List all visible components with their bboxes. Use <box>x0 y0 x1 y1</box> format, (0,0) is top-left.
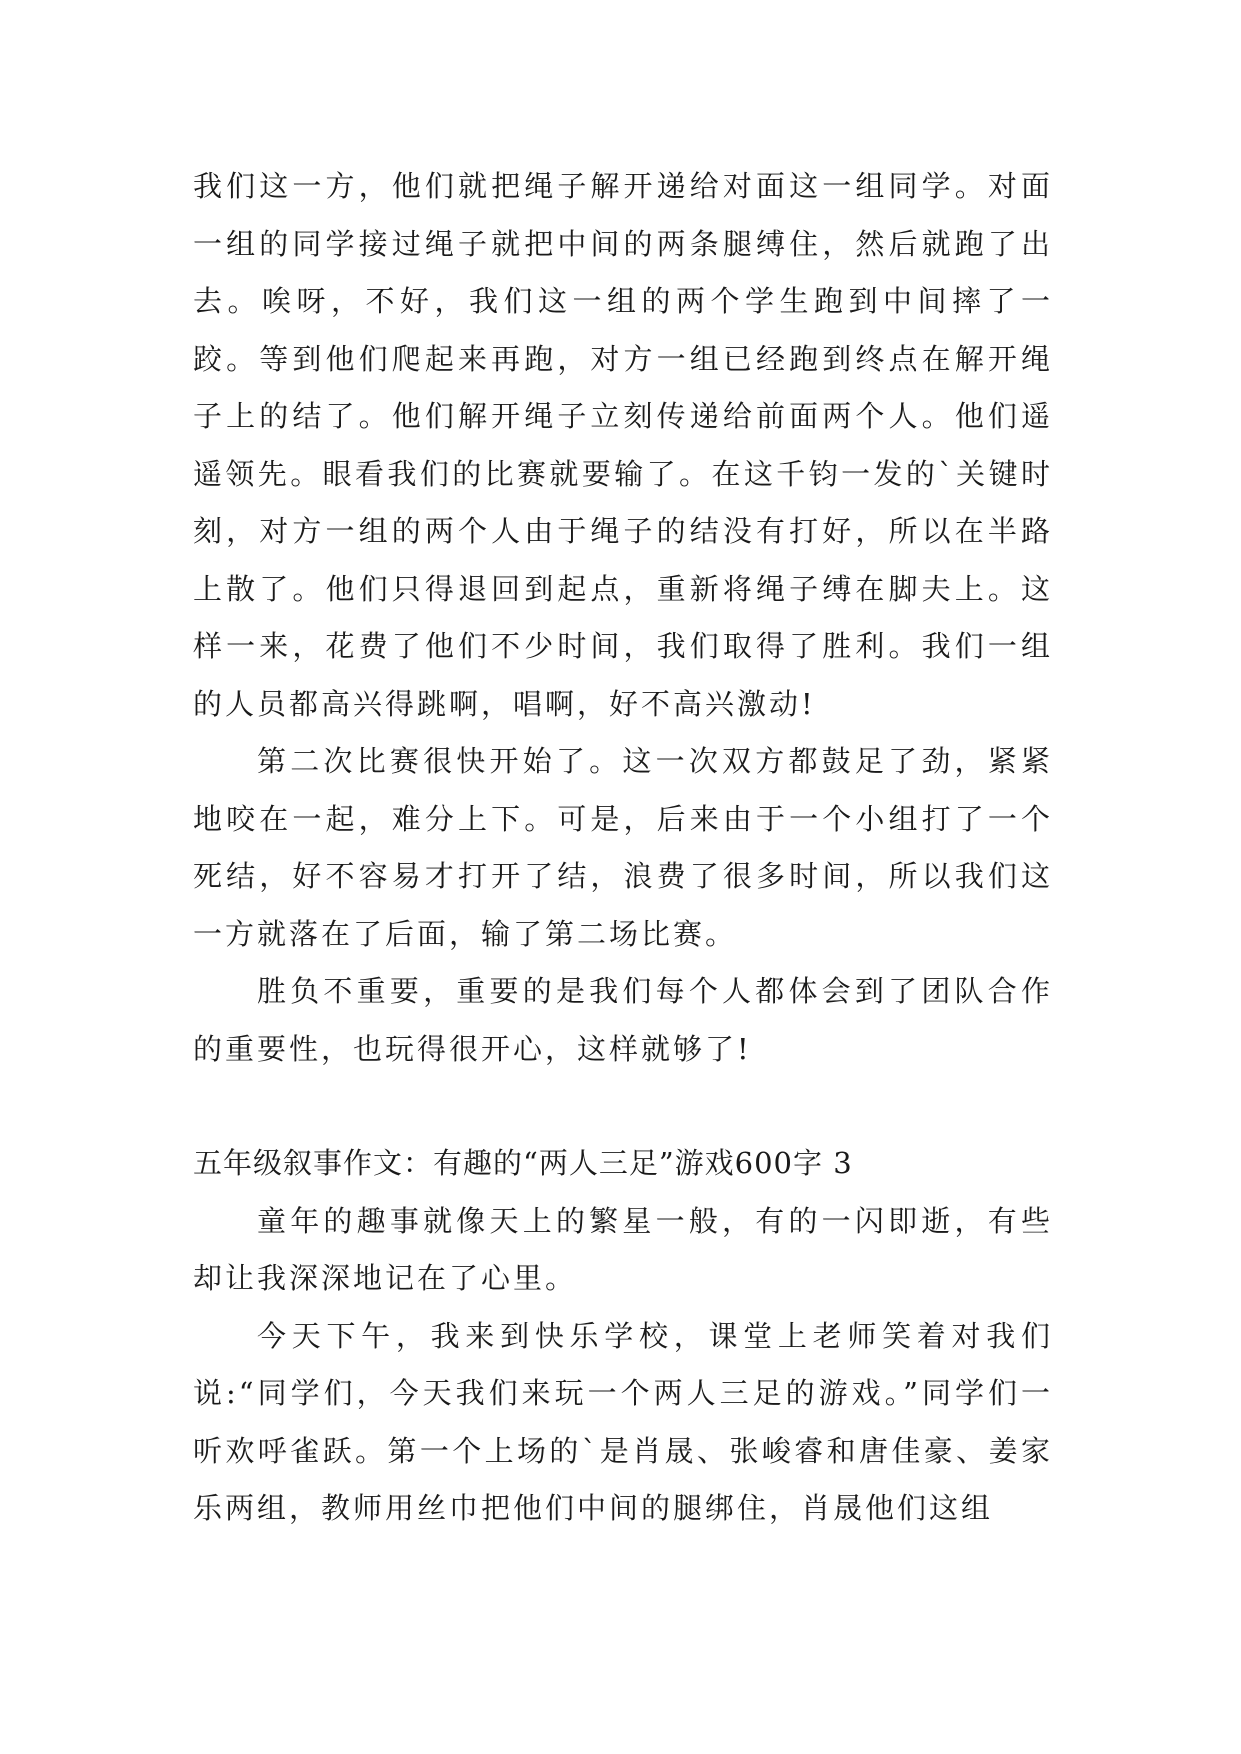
paragraph-second-race: 第二次比赛很快开始了。这一次双方都鼓足了劲，紧紧地咬在一起，难分上下。可是，后来由于一个小组打了一个死结，好不容易才打开了结，浪费了很多时间，所以我们这一方就落在了后面，输了第二场比赛。 <box>193 744 1053 951</box>
paragraph-afternoon: 今天下午，我来到快乐学校，课堂上老师笑着对我们说:“同学们，今天我们来玩一个两人三足的游戏。”同学们一听欢呼雀跃。第一个上场的`是肖晟、张峻睿和唐佳豪、姜家乐两组，教师用丝巾把他们中间的腿绑住，肖晟他们这组 <box>193 1318 1053 1525</box>
paragraph-conclusion: 胜负不重要，重要的是我们每个人都体会到了团队合作的重要性，也玩得很开心，这样就够了! <box>193 974 1053 1066</box>
document-body <box>193 158 1053 1538</box>
section-spacer <box>193 1078 1053 1135</box>
essay-title: 五年级叙事作文：有趣的“两人三足”游戏600字 3 <box>193 1146 853 1180</box>
paragraph-race-continued: 我们这一方，他们就把绳子解开递给对面这一组同学。对面一组的同学接过绳子就把中间的两条腿缚住，然后就跑了出去。唉呀，不好，我们这一组的两个学生跑到中间摔了一跤。等到他们爬起来再跑，对方一组已经跑到终点在解开绳子上的结了。他们解开绳子立刻传递给前面两个人。他们遥遥领先。眼看我们的比赛就要输了。在这千钧一发的`关键时刻，对方一组的两个人由于绳子的结没有打好，所以在半路上散了。他们只得退回到起点，重新将绳子缚在脚夫上。这样一来，花费了他们不少时间，我们取得了胜利。我们一组的人员都高兴得跳啊，唱啊，好不高兴激动! <box>193 169 1053 721</box>
paragraph-childhood: 童年的趣事就像天上的繁星一般，有的一闪即逝，有些却让我深深地记在了心里。 <box>193 1203 1053 1295</box>
